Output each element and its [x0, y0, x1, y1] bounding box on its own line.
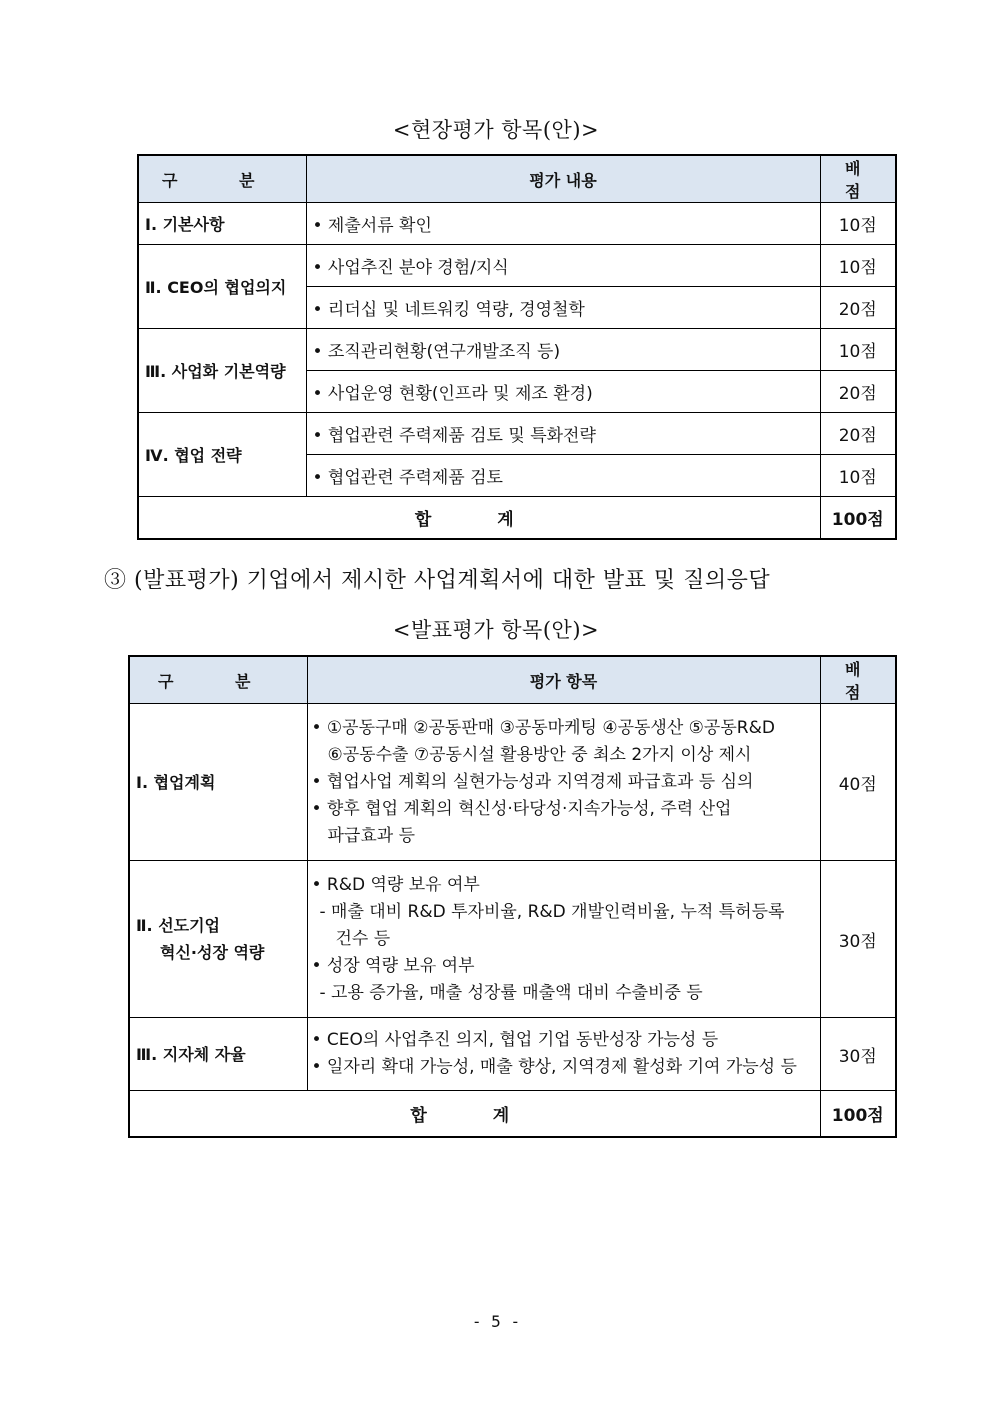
score-cell: 30점: [820, 861, 896, 1018]
total-row: [138, 497, 896, 539]
score-cell: 20점: [820, 413, 896, 455]
item-line: • 협업사업 계획의 실현가능성과 지역경제 파급효과 등 심의: [311, 771, 754, 792]
item-line: • 성장 역량 보유 여부: [311, 955, 475, 976]
section-heading: ③ (발표평가) 기업에서 제시한 사업계획서에 대한 발표 및 질의응답: [104, 568, 771, 593]
total-score: 100점: [820, 497, 896, 539]
item-cell: [307, 861, 820, 1018]
category-cell: Ⅱ. CEO의 협업의지: [138, 245, 306, 329]
category-cell: Ⅰ. 기본사항: [138, 203, 306, 245]
header-category: 구 분: [129, 656, 307, 704]
score-cell: 10점: [820, 455, 896, 497]
item-line: • 일자리 확대 가능성, 매출 향상, 지역경제 활성화 기여 가능성 등: [311, 1057, 797, 1077]
table-row: [138, 245, 896, 287]
score-cell: 20점: [820, 287, 896, 329]
item-line: • 향후 협업 계획의 혁신성·타당성·지속가능성, 주력 산업: [311, 798, 732, 819]
item-cell: • 사업추진 분야 경험/지식: [306, 245, 820, 287]
item-cell: • 협업관련 주력제품 검토 및 특화전략: [306, 413, 820, 455]
item-line: • R&D 역량 보유 여부: [311, 874, 480, 895]
header-content: 평가 항목: [307, 656, 820, 704]
total-score: 100점: [820, 1091, 896, 1137]
field-eval-table: [137, 154, 897, 540]
category-cell: [129, 704, 307, 861]
table-row: [138, 329, 896, 371]
presentation-eval-caption: <발표평가 항목(안)>: [392, 618, 600, 642]
table-header-row: [138, 155, 896, 203]
score-cell: 30점: [820, 1018, 896, 1091]
table-row: [138, 413, 896, 455]
item-cell: • 리더십 및 네트워킹 역량, 경영철학: [306, 287, 820, 329]
category-cell: Ⅲ. 사업화 기본역량: [138, 329, 306, 413]
category-cell: Ⅳ. 협업 전략: [138, 413, 306, 497]
item-cell: • 협업관련 주력제품 검토: [306, 455, 820, 497]
item-line: - 고용 증가율, 매출 성장률 매출액 대비 수출비중 등: [319, 982, 703, 1003]
page-number: - 5 -: [471, 1312, 521, 1331]
total-row: [129, 1091, 896, 1137]
score-cell: 40점: [820, 704, 896, 861]
category-cell: [129, 861, 307, 1018]
table-row: [138, 203, 896, 245]
table-row: [129, 1018, 896, 1091]
header-score: 배 점: [820, 155, 896, 203]
category-label: Ⅲ. 지자체 자율: [136, 1044, 246, 1064]
item-cell: • 제출서류 확인: [306, 203, 820, 245]
category-label: Ⅰ. 협업계획: [136, 772, 216, 792]
item-line: 건수 등: [335, 928, 391, 949]
item-cell: [307, 704, 820, 861]
item-line: 파급효과 등: [327, 825, 416, 846]
field-eval-caption: <현장평가 항목(안)>: [392, 118, 600, 142]
item-line: • ①공동구매 ②공동판매 ③공동마케팅 ④공동생산 ⑤공동R&D: [311, 717, 775, 738]
table-row: [129, 704, 896, 861]
presentation-eval-table: [128, 655, 897, 1138]
item-cell: [307, 1018, 820, 1091]
total-label: 합 계: [138, 497, 820, 539]
category-label: 혁신·성장 역량: [160, 943, 265, 962]
score-cell: 10점: [820, 245, 896, 287]
item-line: • CEO의 사업추진 의지, 협업 기업 동반성장 가능성 등: [311, 1030, 719, 1050]
score-cell: 10점: [820, 203, 896, 245]
header-category: 구 분: [138, 155, 306, 203]
item-cell: • 조직관리현황(연구개발조직 등): [306, 329, 820, 371]
header-score: 배 점: [820, 656, 896, 704]
header-content: 평가 내용: [306, 155, 820, 203]
score-cell: 20점: [820, 371, 896, 413]
total-label: 합 계: [129, 1091, 820, 1137]
score-cell: 10점: [820, 329, 896, 371]
category-cell: [129, 1018, 307, 1091]
table-row: [129, 861, 896, 1018]
item-cell: • 사업운영 현황(인프라 및 제조 환경): [306, 371, 820, 413]
item-line: ⑥공동수출 ⑦공동시설 활용방안 중 최소 2가지 이상 제시: [327, 744, 752, 765]
category-label: Ⅱ. 선도기업: [136, 916, 221, 935]
table-header-row: [129, 656, 896, 704]
item-line: - 매출 대비 R&D 투자비율, R&D 개발인력비율, 누적 특허등록: [319, 901, 785, 922]
